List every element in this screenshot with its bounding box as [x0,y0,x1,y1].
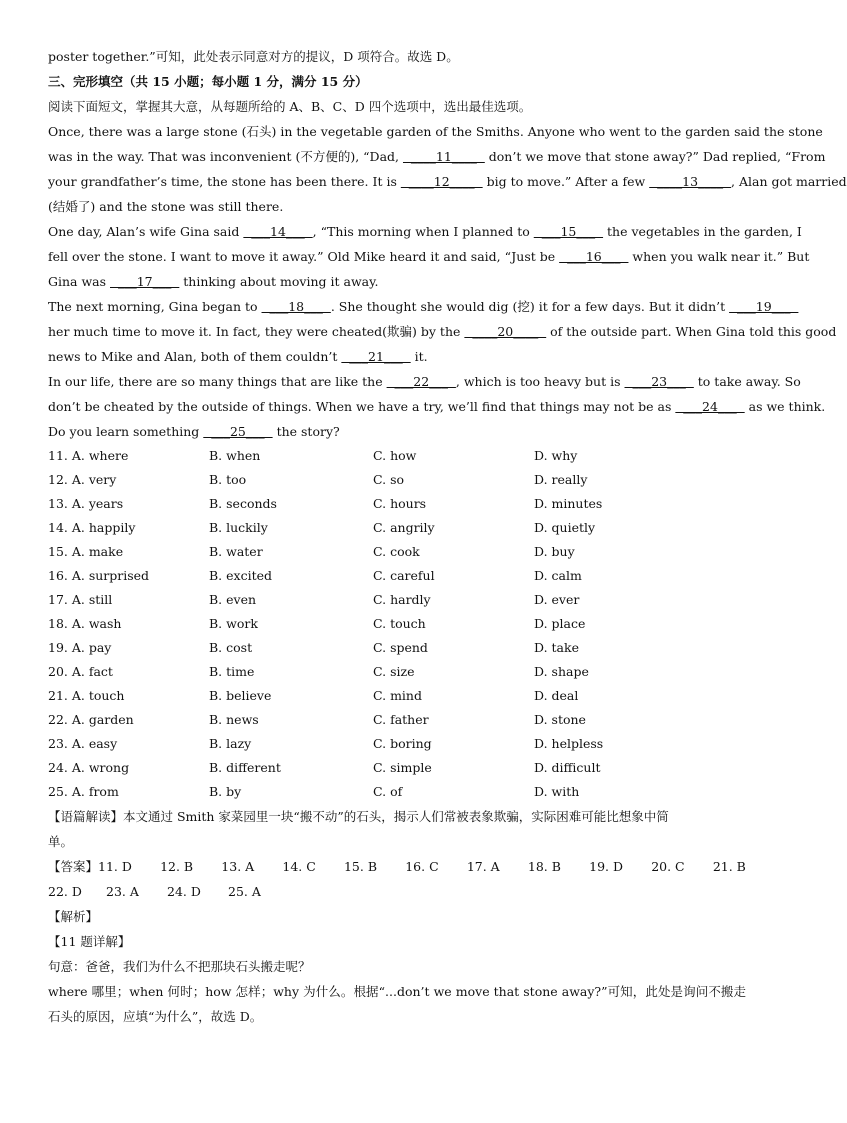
answer-item: 18. B [527,859,561,874]
option-cell: C. boring [373,736,432,751]
option-cell: B. water [209,544,263,559]
option-row [48,492,746,516]
option-cell: C. simple [373,760,432,775]
option-cell: 13. A. years [48,496,124,511]
option-cell: 20. A. fact [48,664,113,679]
option-cell: 24. A. wrong [48,760,130,775]
option-cell: 25. A. from [48,784,119,799]
option-cell: C. so [373,472,405,487]
option-cell: D. shape [534,664,589,679]
option-cell: 12. A. very [48,472,117,487]
option-cell: B. lazy [209,736,252,751]
passage-analysis-line-1: 【语篇解读】本文通过 Smith 家菜园里一块“搬不动”的石头，揭示人们常被表象欺骗，实际困难可能比想象中简 [48,809,669,824]
passage-line: Once, there was a large stone (石头) in the vegetable garden of the Smiths. Anyone who went to the garden said the stone [48,124,823,139]
blank-17: ___17___ [110,274,180,289]
passage-line: Do you learn something ___25___ the story? [48,424,340,439]
option-row [48,660,746,684]
option-cell: B. time [209,664,255,679]
document-body [48,44,847,1029]
answer-item: 23. A [106,884,139,899]
blank-18: ___18___ [261,299,331,314]
passage-line: her much time to move it. In fact, they were cheated(欺骗) by the ____20____ of the outside part. When Gina told this good [48,324,837,339]
passage-line: news to Mike and Alan, both of them couldn’t ___21___ it. [48,349,428,364]
passage-line: fell over the stone. I want to move it away.” Old Mike heard it and said, “Just be ___16___ when you walk near it.” But [48,249,810,264]
options-table [48,444,746,804]
option-cell: D. why [534,448,578,463]
option-cell: 23. A. easy [48,736,118,751]
blank-23: ___23___ [624,374,694,389]
answer-item: 19. D [589,859,624,874]
passage-line: The next morning, Gina began to ___18___ . She thought she would dig (挖) it for a few days. But it didn’t ___19___ [48,299,799,314]
option-cell: D. take [534,640,579,655]
option-cell: D. place [534,616,586,631]
option-cell: B. seconds [209,496,277,511]
option-cell: 22. A. garden [48,712,134,727]
blank-13: ____13____ [649,174,732,189]
passage-line: Gina was ___17___ thinking about moving it away. [48,274,379,289]
option-cell: D. minutes [534,496,603,511]
answer-item: 20. C [651,859,685,874]
option-row [48,564,746,588]
option-cell: D. deal [534,688,579,703]
blank-21: ___21___ [341,349,411,364]
option-cell: B. work [209,616,258,631]
answer-item: 24. D [167,884,201,899]
blank-24: ___24___ [675,399,745,414]
passage-analysis-line-2: 单。 [48,834,74,849]
passage [48,119,847,444]
option-cell: C. of [373,784,403,799]
option-cell: 11. A. where [48,448,129,463]
option-cell: D. ever [534,592,580,607]
answer-item: 16. C [405,859,439,874]
option-row [48,516,746,540]
option-row [48,636,746,660]
answer-item: 22. D [48,884,82,899]
answer-item: 15. B [343,859,378,874]
passage-line: One day, Alan’s wife Gina said ___14___ , “This morning when I planned to ___15___ the vegetables in the garden, I [48,224,802,239]
option-row [48,756,746,780]
answer-item: 14. C [282,859,316,874]
answers-row [48,879,746,904]
blank-11: ____11____ [402,149,485,164]
blank-12: ____12____ [400,174,483,189]
option-cell: 17. A. still [48,592,113,607]
q11-detail-line-2: 石头的原因，应填“为什么”，故选 D。 [48,1009,263,1024]
answer-item: 17. A [466,859,500,874]
option-cell: 16. A. surprised [48,568,150,583]
option-cell: B. news [209,712,259,727]
instructions: 阅读下面短文，掌握其大意，从每题所给的 A、B、C、D 四个选项中，选出最佳选项。 [48,99,532,114]
blank-19: ___19___ [729,299,799,314]
answer-item: 12. B [160,859,194,874]
option-cell: C. spend [373,640,428,655]
option-row [48,780,746,804]
q11-detail-line-1: where 哪里；when 何时；how 怎样；why 为什么。根据“...don’t we move that stone away?”可知，此处是询问不搬走 [48,984,746,999]
option-row [48,444,746,468]
option-cell: D. buy [534,544,575,559]
passage-line: (结婚了) and the stone was still there. [48,199,284,214]
blank-16: ___16___ [559,249,629,264]
option-cell: B. believe [209,688,272,703]
blank-15: ___15___ [533,224,604,239]
option-cell: D. with [534,784,580,799]
option-cell: B. luckily [209,520,268,535]
q11-heading: 【11 题详解】 [48,934,131,949]
passage-line: was in the way. That was inconvenient (不方便的), “Dad, ____11____ don’t we move that stone away?” Dad replied, “From [48,149,826,164]
option-cell: C. angrily [373,520,435,535]
passage-line: In our life, there are so many things that are like the ___22___ , which is too heavy but is ___23___ to take away. So [48,374,801,389]
option-cell: C. touch [373,616,426,631]
option-cell: B. when [209,448,261,463]
option-cell: C. mind [373,688,422,703]
answer-item: 13. A [221,859,255,874]
option-cell: B. even [209,592,257,607]
option-cell: B. by [209,784,242,799]
option-cell: 18. A. wash [48,616,122,631]
prev-answer-tail: poster together.”可知，此处表示同意对方的提议，D 项符合。故选 D。 [48,49,459,64]
option-cell: D. stone [534,712,586,727]
passage-line: your grandfather’s time, the stone has been there. It is ____12____ big to move.” After a few ____13____ , Alan got married [48,174,847,189]
answer-item: 25. A [228,884,261,899]
option-row [48,612,746,636]
option-cell: B. too [209,472,247,487]
explanation-heading: 【解析】 [48,909,99,924]
option-cell: 15. A. make [48,544,124,559]
option-row [48,684,746,708]
section-heading: 三、完形填空（共 15 小题；每小题 1 分，满分 15 分） [48,74,368,89]
blank-20: ____20____ [464,324,547,339]
blank-14: ___14___ [243,224,313,239]
option-cell: C. how [373,448,417,463]
passage-line: don’t be cheated by the outside of things. When we have a try, we’ll find that things may not be as ___24___ as we think. [48,399,826,414]
option-cell: B. excited [209,568,273,583]
answer-item: 21. B [712,859,746,874]
option-cell: C. hardly [373,592,431,607]
blank-25: ___25___ [203,424,273,439]
option-row [48,468,746,492]
option-cell: 21. A. touch [48,688,125,703]
option-cell: D. calm [534,568,582,583]
option-row [48,588,746,612]
answers-row [48,854,746,879]
option-cell: D. helpless [534,736,604,751]
option-row [48,540,746,564]
blank-22: ___22___ [386,374,456,389]
option-cell: C. cook [373,544,420,559]
option-cell: B. cost [209,640,253,655]
option-cell: C. father [373,712,429,727]
option-cell: B. different [209,760,281,775]
option-cell: D. quietly [534,520,596,535]
option-cell: 19. A. pay [48,640,112,655]
answer-item: 【答案】11. D [48,859,132,874]
option-cell: C. size [373,664,415,679]
option-cell: 14. A. happily [48,520,136,535]
option-cell: D. really [534,472,588,487]
q11-meaning: 句意：爸爸，我们为什么不把那块石头搬走呢？ [48,959,311,974]
option-cell: D. difficult [534,760,601,775]
option-cell: C. careful [373,568,435,583]
option-row [48,708,746,732]
option-cell: C. hours [373,496,427,511]
option-row [48,732,746,756]
